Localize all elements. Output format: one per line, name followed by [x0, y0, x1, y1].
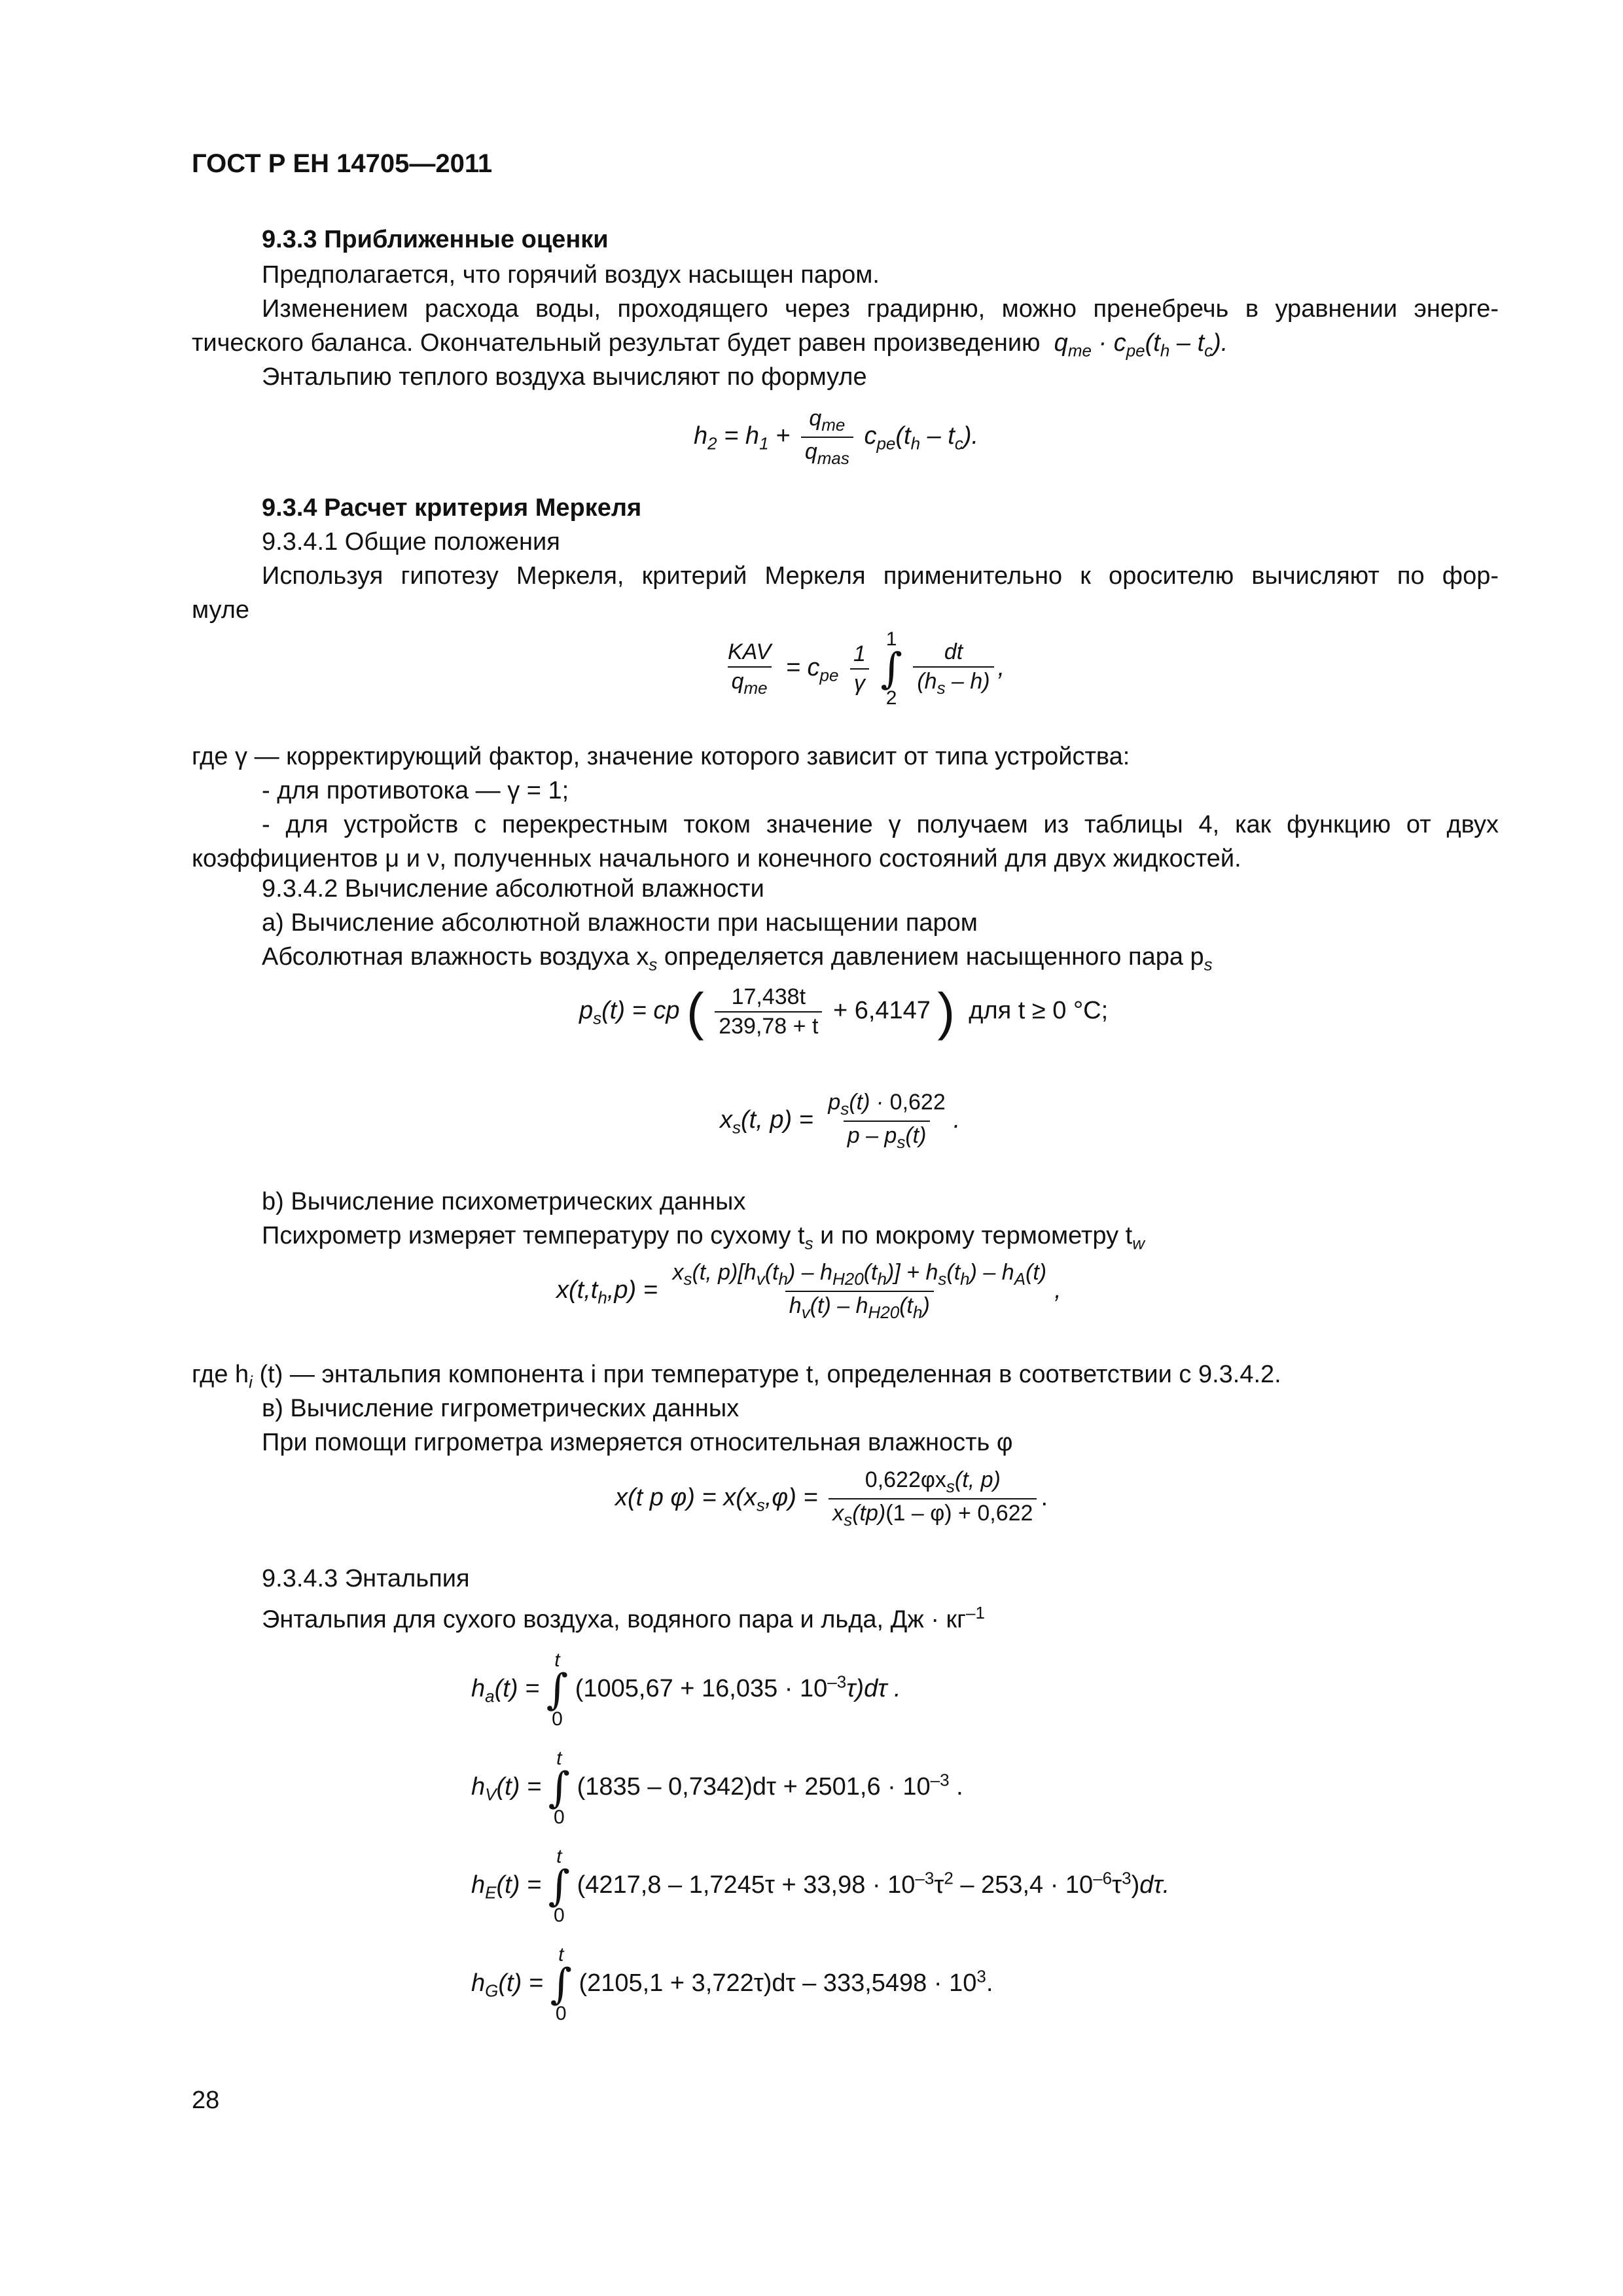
phi-constant: + 0,622	[958, 1500, 1033, 1526]
list-item-continuation: коэффициентов μ и ν, полученных начального и конечного состояний для двух жидкостей.	[192, 845, 1241, 872]
item-a: а) Вычисление абсолютной влажности при насыщении паром	[262, 909, 978, 937]
paragraph: где γ — корректирующий фактор, значение которого зависит от типа устройства:	[192, 743, 1130, 770]
formula-ps: $p_s(t)$ = cp ( $\frac{17,438t}{239,78 + t}$ + 6,4147 ) для t ≥ 0 °С;	[579, 982, 1109, 1041]
formula-h2: $h_2 = h_1$ + $\frac{q_{me}}{q_{mas}}$ $c_{pe}(t_h - t_c)$.	[694, 406, 979, 468]
xs-constant: 0,622	[889, 1090, 946, 1115]
paragraph: Энтальпию теплого воздуха вычисляют по формуле	[262, 363, 867, 391]
ps-condition: для t ≥ 0 °С;	[969, 997, 1109, 1025]
paragraph-text: тического баланса. Окончательный результат будет равен произведению	[192, 329, 1041, 357]
page-number: 28	[192, 2087, 220, 2114]
formula-he: $h_E(t)$ = t ∫ 0 $(4217,8 - 1,7245\tau + 33,98 \cdot 10^{-3}\tau^2 - 253,4 \cdot 10^{-6}\tau^3)d\tau$.	[471, 1846, 1170, 1926]
item-v: в) Вычисление гигрометрических данных	[262, 1395, 740, 1422]
paragraph-line: Абсолютная влажность воздуха $x_s$ определяется давлением насыщенного пара $p_s$	[262, 943, 1213, 975]
subsection-title: 9.3.4.1 Общие положения	[262, 528, 560, 556]
list-item: - для устройств с перекрестным током значение γ получаем из таблицы 4, как функцию от двух	[262, 811, 1499, 838]
hg-expression: (2105,1 + 3,722τ)dτ – 333,5498 · 10	[579, 1969, 977, 1998]
list-item: - для противотока — γ = 1;	[262, 777, 569, 804]
ha-expression: (1005,67 + 16,035 · 10	[575, 1675, 828, 1703]
formula-xs: $x_s(t$, p) = $\frac{p_s(t) \cdot 0,622}{p - p_s(t)}$ .	[720, 1090, 961, 1152]
paragraph-text: (t) — энтальпия компонента i при температуре t, определенная в соответствии с 9.3.4.2.	[259, 1361, 1281, 1388]
phi-numerator: 0,622φx	[865, 1467, 946, 1492]
subsection-title: 9.3.4.2 Вычисление абсолютной влажности	[262, 875, 764, 903]
ps-denominator: 239,78 + t	[715, 1011, 822, 1039]
paragraph: Предполагается, что горячий воздух насыщен паром.	[262, 261, 880, 289]
paragraph-text: и по мокрому термометру t	[813, 1222, 1133, 1249]
paragraph: При помощи гигрометра измеряется относительная влажность φ	[262, 1429, 1013, 1456]
inline-formula: $q_{me} \cdot c_{pe}(t_h - t_c)$.	[1047, 329, 1228, 361]
document-header: ГОСТ Р ЕН 14705—2011	[192, 149, 493, 178]
paragraph-text: определяется давлением насыщенного пара p	[657, 943, 1204, 971]
section-title-9-3-3: 9.3.3 Приближенные оценки	[262, 226, 609, 253]
paragraph-line: муле	[192, 596, 250, 624]
paragraph-text: Абсолютная влажность воздуха x	[262, 943, 649, 971]
paragraph-line: где $h_i$ (t) — энтальпия компонента i при температуре t, определенная в соответствии с 9.3.4.2.	[192, 1361, 1281, 1392]
ps-numerator: 17,438t	[731, 984, 806, 1009]
subsection-title: 9.3.4.3 Энтальпия	[262, 1565, 470, 1592]
formula-ha: $h_a(t)$ = t ∫ 0 $(1005,67 + 16,035 \cdot 10^{-3}\tau)d\tau$ .	[471, 1649, 901, 1730]
paragraph: Изменением расхода воды, проходящего через градирню, можно пренебречь в уравнении энерге-	[262, 295, 1499, 323]
ps-constant: + 6,4147	[832, 997, 931, 1025]
unit-exponent: –1	[966, 1603, 985, 1623]
paragraph-line: Психрометр измеряет температуру по сухому $t_s$ и по мокрому термометру $t_w$	[262, 1222, 1145, 1253]
paragraph-text: где h	[192, 1361, 249, 1388]
paragraph-line	[262, 1596, 985, 1637]
formula-psychrometric: $x(t,t_h,p)$ = $\frac{x_s(t, p)[h_v(t_h) - h_{H20}(t_h)] + h_s(t_h) - h_A(t)}{h_v(t) - h_{H20}(t_h)}$ ,	[556, 1260, 1061, 1322]
formula-hygrometric: x(t p $\varphi) = x(x_s,\varphi)$ = $\frac{0,622\varphi x_s(t, p)}{x_s(tp)(1 - \varphi) + 0,622}$ .	[615, 1467, 1048, 1530]
hv-expression: (1835 – 0,7342)dτ + 2501,6 · 10	[577, 1773, 931, 1801]
formula-hg: $h_G(t)$ = t ∫ 0 $(2105,1 + 3,722\tau)d\tau - 333,5498 \cdot 10^3$.	[471, 1944, 993, 2024]
paragraph: Используя гипотезу Меркеля, критерий Меркеля применительно к оросителю вычисляют по фор-	[262, 562, 1499, 590]
he-expression: (4217,8 – 1,7245τ + 33,98 · 10	[577, 1871, 916, 1899]
section-title-9-3-4: 9.3.4 Расчет критерия Меркеля	[262, 494, 642, 522]
formula-hv: $h_V(t)$ = t ∫ 0 $(1835 - 0,7342)d\tau + 2501,6 \cdot 10^{-3}$ .	[471, 1748, 963, 1828]
paragraph-text: Энтальпия для сухого воздуха, водяного пара и льда, Дж · кг	[262, 1605, 967, 1634]
paragraph-text: Психрометр измеряет температуру по сухому t	[262, 1222, 805, 1249]
item-b: b) Вычисление психометрических данных	[262, 1188, 746, 1215]
formula-merkel: $\frac{\text{KAV}}{q_{me}}$ = $c_{pe}$ $\frac{1}{\gamma}$ 1 ∫ 2 $\frac{dt}{(h_s - h)}$ ,	[728, 628, 1005, 709]
